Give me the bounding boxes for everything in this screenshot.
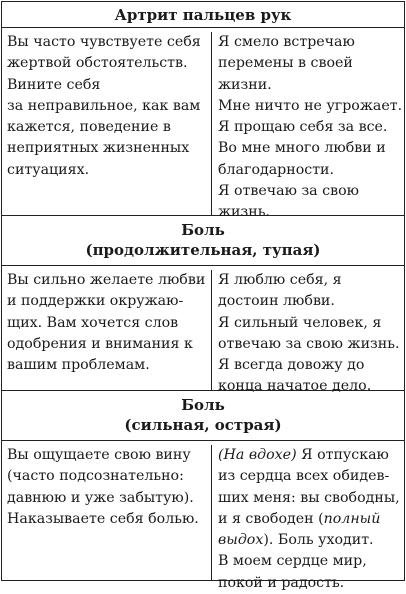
text-line: щих. Вам хочется слов (7, 314, 179, 331)
table (1, 1, 405, 591)
text-line: Во мне много любви и (218, 140, 386, 157)
text-line: благодарности. (218, 161, 335, 178)
text-line: неприятных жизненных (7, 140, 190, 157)
text-line: и поддержки окружаю- (7, 293, 184, 310)
text-line: Вы ощущаете свою вину (7, 447, 191, 463)
text-line: покой и радость. (218, 574, 345, 591)
text-line: Я смело встречаю (218, 34, 355, 50)
section-header-acute-pain (2, 391, 404, 441)
section-header-arthritis (2, 2, 404, 28)
text-fragment: и я свободен ( (218, 510, 324, 527)
italic-text: (На вдохе) (218, 447, 297, 463)
text-line: Вы часто чувствуете себя (7, 34, 201, 50)
text-line: Вините себя (7, 76, 101, 93)
table-row (2, 266, 404, 395)
table-row (2, 441, 404, 591)
text-line: ситуациях. (7, 161, 90, 178)
text-fragment: Я отпускаю (296, 447, 389, 463)
text-line: Я люблю себя, я (218, 272, 342, 288)
text-line: В моем сердце мир, (218, 553, 367, 570)
text-line: жизнь. (218, 204, 270, 221)
text-line: одобрения и внимания к (7, 335, 193, 352)
text-line (218, 509, 400, 530)
cause-cell (2, 32, 212, 215)
section-title: Артрит пальцев рук (114, 6, 292, 24)
text-line: из сердца всех обидев- (218, 468, 390, 485)
italic-text: полный (323, 510, 381, 527)
text-line: Вы сильно желаете любви (7, 272, 206, 288)
text-line: перемены в своей (218, 55, 353, 72)
text-line: ших меня: вы свободны, (218, 489, 400, 506)
affirmation-cell (212, 32, 404, 221)
affirmation-cell (212, 445, 404, 591)
section-title: Боль (181, 396, 225, 414)
table-row (2, 28, 404, 221)
text-line (218, 530, 400, 551)
section-subtitle: (продолжительная, тупая) (85, 241, 321, 259)
text-line: достоин любви. (218, 293, 335, 310)
text-line: кажется, поведение в (7, 119, 171, 136)
text-fragment: ). Боль уходит. (263, 532, 374, 549)
text-line: (часто подсознательно: (7, 468, 184, 485)
text-line: Я сильный человек, я (218, 314, 382, 331)
cause-cell (2, 270, 212, 390)
section-title: Боль (181, 221, 225, 239)
text-line: давнюю и уже забытую). (7, 489, 194, 506)
text-line: жизни. (218, 76, 272, 93)
affirmation-cell (212, 270, 404, 395)
text-line (218, 445, 400, 466)
text-line: жертвой обстоятельств. (7, 55, 188, 72)
section-subtitle: (сильная, острая) (124, 416, 282, 434)
text-line: Наказываете себя болью. (7, 510, 199, 527)
italic-text: выдох (218, 532, 264, 549)
text-line: вашим проблемам. (7, 357, 150, 374)
text-line: Мне ничто не угрожает. (218, 97, 403, 114)
text-line: Я всегда довожу до (218, 357, 365, 374)
text-line: конца начатое дело. (218, 378, 372, 395)
text-line: за неправильное, как вам (7, 97, 201, 114)
text-line: отвечаю за свою жизнь. (218, 335, 400, 352)
text-line: Я прощаю себя за все. (218, 119, 388, 136)
cause-cell (2, 445, 212, 580)
text-line: Я отвечаю за свою (218, 183, 359, 200)
